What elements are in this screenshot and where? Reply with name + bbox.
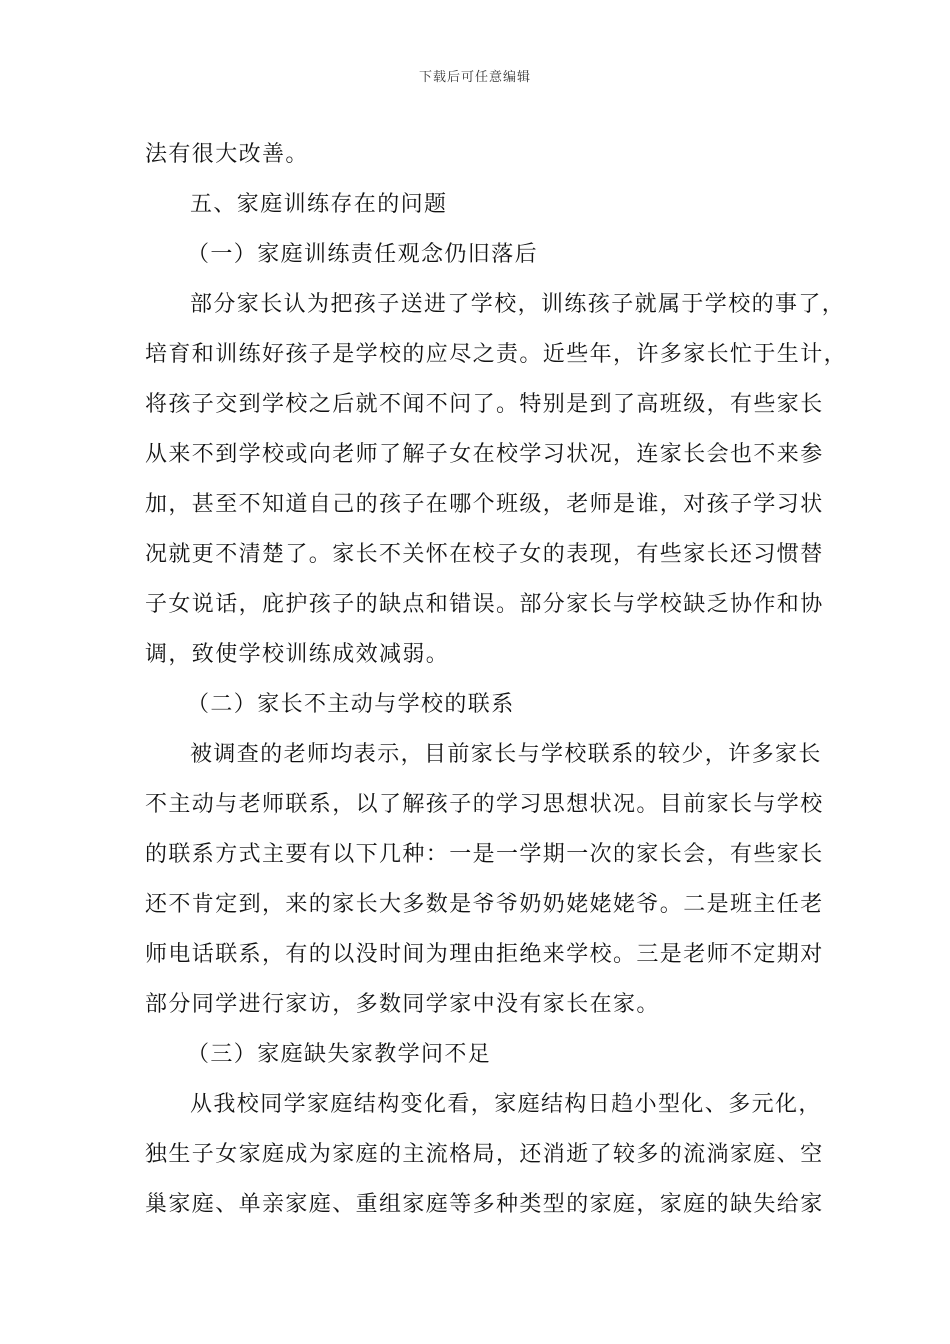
subsection-heading: （三）家庭缺失家教学问不足 <box>187 1042 492 1067</box>
subsection-heading: （二）家长不主动与学校的联系 <box>187 692 515 717</box>
text-line: 不主动与老师联系，以了解孩子的学习思想状况。目前家长与学校 <box>145 792 824 817</box>
text-line: 法有很大改善。 <box>145 142 309 167</box>
text-line: 调，致使学校训练成效减弱。 <box>145 642 450 667</box>
text-line: 独生子女家庭成为家庭的主流格局，还消逝了较多的流淌家庭、空 <box>145 1142 824 1167</box>
page-header: 下载后可任意编辑 <box>418 70 531 85</box>
text-line: 况就更不清楚了。家长不关怀在校子女的表现，有些家长还习惯替 <box>145 542 824 567</box>
section-heading: 五、家庭训练存在的问题 <box>190 192 448 217</box>
text-line: 子女说话，庇护孩子的缺点和错误。部分家长与学校缺乏协作和协 <box>145 592 824 617</box>
subsection-heading: （一）家庭训练责任观念仍旧落后 <box>187 242 539 267</box>
paragraph-first-line: 被调查的老师均表示，目前家长与学校联系的较少，许多家长 <box>190 742 822 767</box>
text-line: 将孩子交到学校之后就不闻不问了。特别是到了高班级，有些家长 <box>145 392 824 417</box>
text-line: 部分同学进行家访，多数同学家中没有家长在家。 <box>145 992 660 1017</box>
paragraph-first-line: 部分家长认为把孩子送进了学校，训练孩子就属于学校的事了， <box>190 292 846 317</box>
text-line: 师电话联系，有的以没时间为理由拒绝来学校。三是老师不定期对 <box>145 942 824 967</box>
text-line: 巢家庭、单亲家庭、重组家庭等多种类型的家庭，家庭的缺失给家 <box>145 1192 824 1217</box>
text-line: 的联系方式主要有以下几种：一是一学期一次的家长会，有些家长 <box>145 842 824 867</box>
text-line: 培育和训练好孩子是学校的应尽之责。近些年，许多家长忙于生计， <box>145 342 848 367</box>
text-line: 从来不到学校或向老师了解子女在校学习状况，连家长会也不来参 <box>145 442 824 467</box>
document-body <box>145 130 848 1230</box>
text-line: 还不肯定到，来的家长大多数是爷爷奶奶姥姥姥爷。二是班主任老 <box>145 892 824 917</box>
text-line: 加，甚至不知道自己的孩子在哪个班级，老师是谁，对孩子学习状 <box>145 492 824 517</box>
paragraph-first-line: 从我校同学家庭结构变化看，家庭结构日趋小型化、多元化， <box>190 1092 822 1117</box>
